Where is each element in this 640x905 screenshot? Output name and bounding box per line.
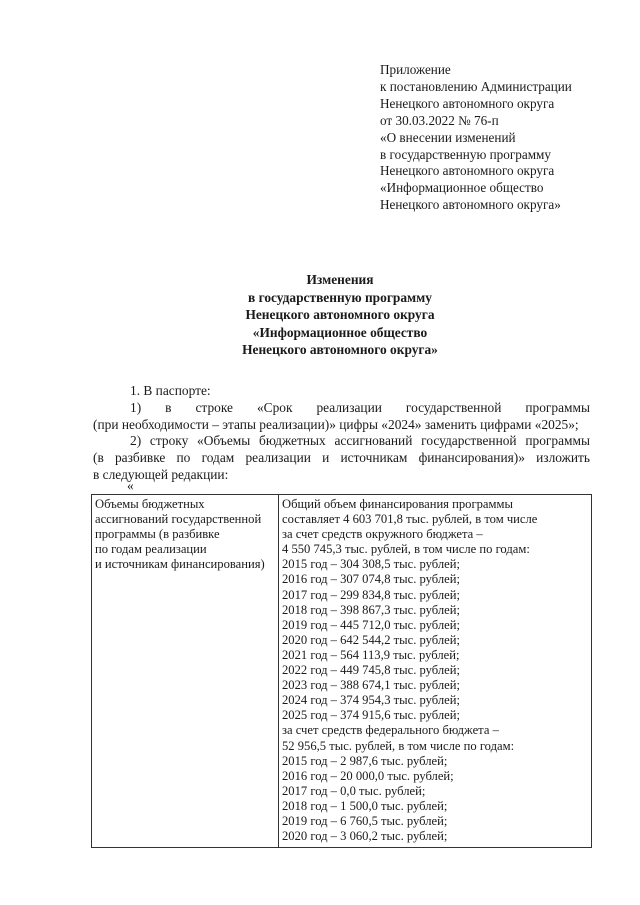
title-line: Изменения xyxy=(306,272,374,287)
table-cell-label xyxy=(92,495,279,848)
value-line: 2025 год – 374 915,6 тыс. рублей; xyxy=(282,708,460,723)
value-line: 2016 год – 307 074,8 тыс. рублей; xyxy=(282,572,460,587)
value-line: 2023 год – 388 674,1 тыс. рублей; xyxy=(282,678,460,693)
label-line: по годам реализации xyxy=(95,542,207,557)
value-line: 2018 год – 1 500,0 тыс. рублей; xyxy=(282,798,448,813)
table-row xyxy=(92,495,592,848)
budget-table xyxy=(91,494,592,848)
document-body xyxy=(93,383,590,484)
value-line: 52 956,5 тыс. рублей, в том числе по годам: xyxy=(282,738,515,753)
value-line: 2022 год – 449 745,8 тыс. рублей; xyxy=(282,663,460,678)
item-1-1-line-2: (при необходимости – этапы реализации)» цифры «2024» заменить цифрами «2025»; xyxy=(93,416,579,432)
table-cell-value xyxy=(279,495,592,848)
appendix-line: «Информационное общество xyxy=(380,180,544,196)
value-line: 2019 год – 6 760,5 тыс. рублей; xyxy=(282,813,448,828)
appendix-line: Ненецкого автономного округа xyxy=(380,163,555,179)
appendix-line: в государственную программу xyxy=(380,146,551,162)
value-line: 2017 год – 299 834,8 тыс. рублей; xyxy=(282,587,460,602)
value-line: 2024 год – 374 954,3 тыс. рублей; xyxy=(282,693,460,708)
item-1-2-line-1: 2) строку «Объемы бюджетных ассигнований государственной программы xyxy=(130,433,590,449)
appendix-line: «О внесении изменений xyxy=(380,129,516,145)
value-line: 2017 год – 0,0 тыс. рублей; xyxy=(282,783,426,798)
opening-quote: « xyxy=(127,478,134,493)
appendix-line: Ненецкого автономного округа» xyxy=(380,197,561,213)
item-1-heading: 1. В паспорте: xyxy=(130,383,211,398)
value-line: за счет средств федерального бюджета – xyxy=(282,723,499,738)
appendix-line: от 30.03.2022 № 76-п xyxy=(380,112,499,128)
value-line: 2015 год – 2 987,6 тыс. рублей; xyxy=(282,753,448,768)
item-1-1-line-1: 1) в строке «Срок реализации государственной программы xyxy=(130,399,590,415)
item-1-2-line-3: в следующей редакции: xyxy=(93,466,229,482)
appendix-line: к постановлению Администрации xyxy=(380,78,572,94)
value-line: 2020 год – 642 544,2 тыс. рублей; xyxy=(282,632,460,647)
label-line: Объемы бюджетных xyxy=(95,497,205,511)
label-line: программы (в разбивке xyxy=(95,527,220,542)
value-line: 2015 год – 304 308,5 тыс. рублей; xyxy=(282,557,460,572)
label-line: и источникам финансирования) xyxy=(95,557,265,572)
value-line: 2021 год – 564 113,9 тыс. рублей; xyxy=(282,647,460,662)
value-line: Общий объем финансирования программы xyxy=(282,497,513,511)
document-title xyxy=(60,271,620,359)
value-line: за счет средств окружного бюджета – xyxy=(282,527,483,542)
title-line: «Информационное общество xyxy=(252,324,428,340)
title-line: Ненецкого автономного округа» xyxy=(242,342,438,358)
value-line: 2016 год – 20 000,0 тыс. рублей; xyxy=(282,768,454,783)
label-line: ассигнований государственной xyxy=(95,512,262,527)
appendix-line: Приложение xyxy=(380,62,451,77)
value-line: 2020 год – 3 060,2 тыс. рублей; xyxy=(282,829,448,844)
value-line: 2018 год – 398 867,3 тыс. рублей; xyxy=(282,602,460,617)
value-line: составляет 4 603 701,8 тыс. рублей, в том числе xyxy=(282,512,538,527)
appendix-header xyxy=(380,62,572,214)
title-line: в государственную программу xyxy=(248,289,432,305)
value-line: 4 550 745,3 тыс. рублей, в том числе по годам: xyxy=(282,542,530,557)
title-line: Ненецкого автономного округа xyxy=(245,307,435,323)
item-1-2-line-2: (в разбивке по годам реализации и источникам финансирования)» изложить xyxy=(93,450,590,466)
appendix-line: Ненецкого автономного округа xyxy=(380,95,555,111)
value-line: 2019 год – 445 712,0 тыс. рублей; xyxy=(282,617,460,632)
